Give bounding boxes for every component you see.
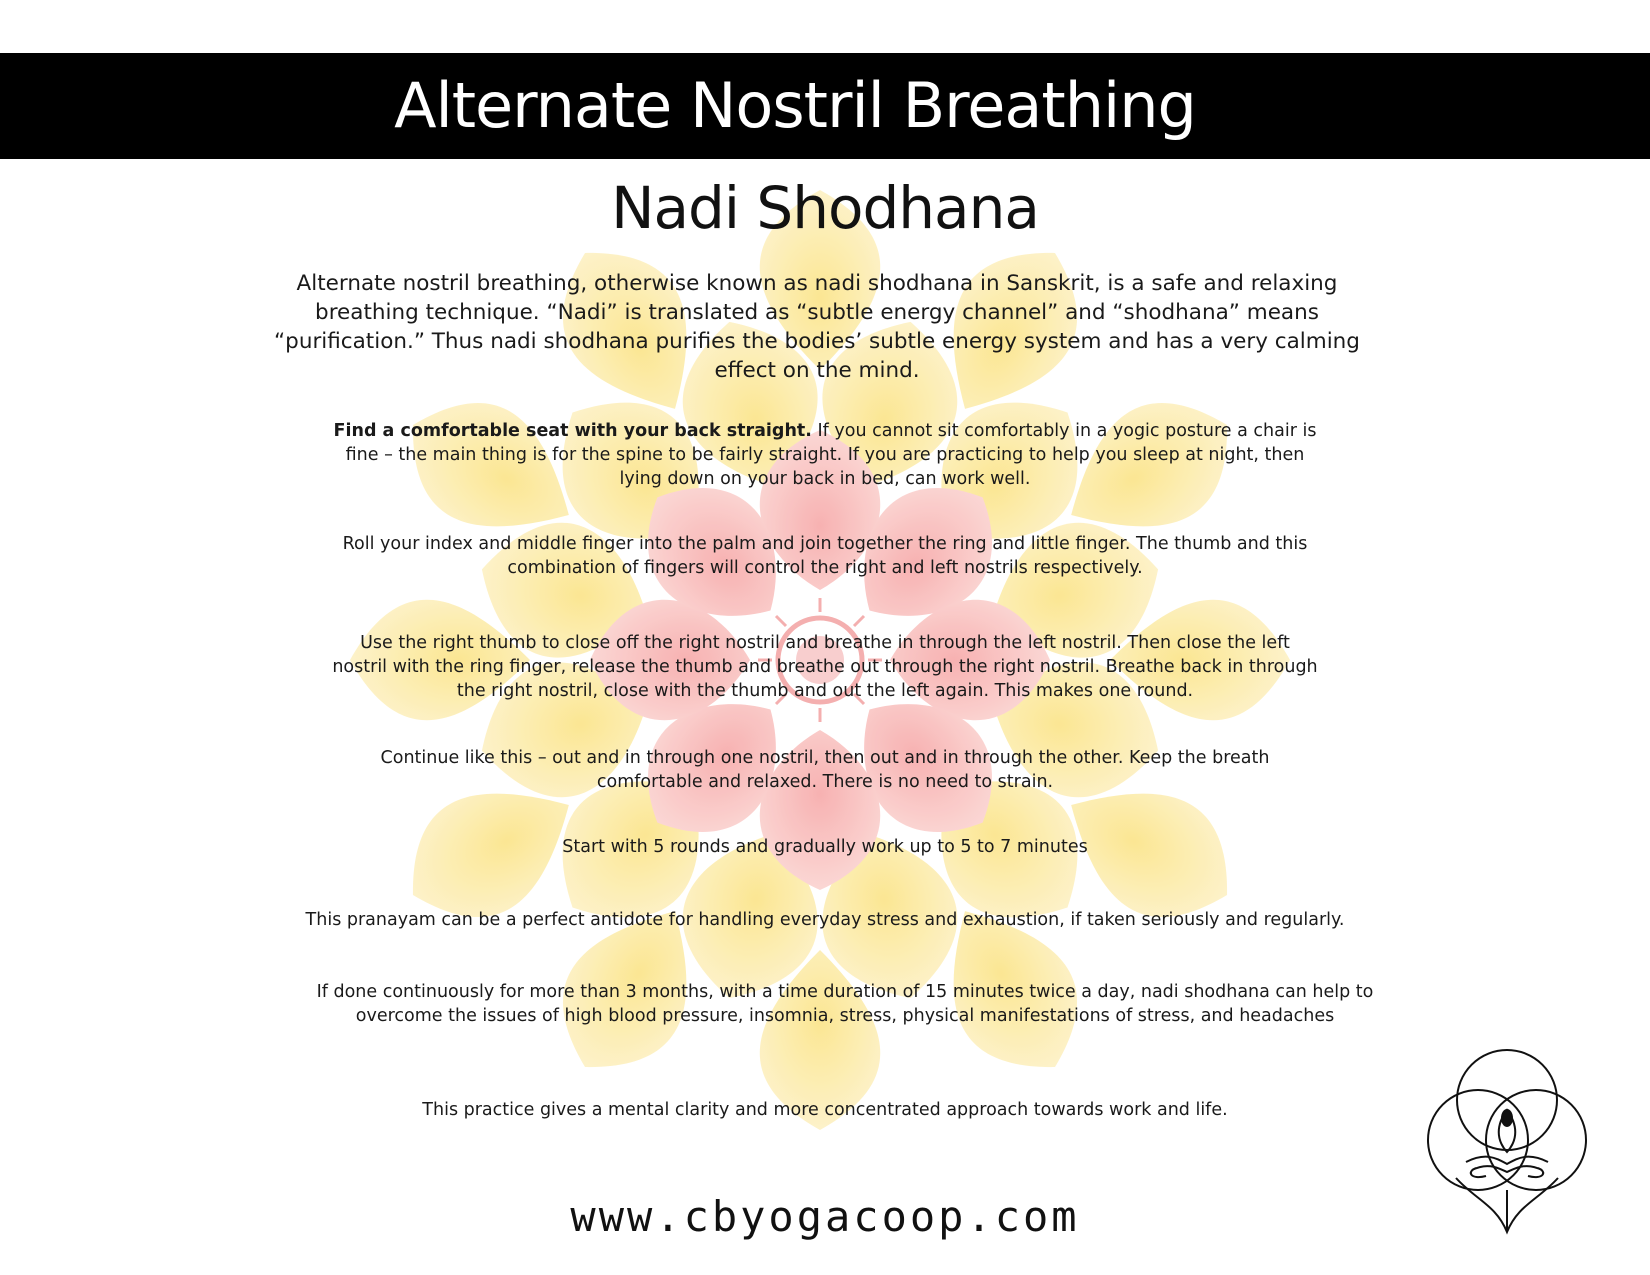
step-seat-bold: Find a comfortable seat with your back straight. xyxy=(333,421,812,441)
step-fingers-paragraph: Roll your index and middle finger into the palm and join together the ring and little finger. The thumb and this combination of fingers will control the right and left nostrils respectively. xyxy=(342,534,1308,578)
step-seat-paragraph xyxy=(330,419,1320,491)
intro-paragraph: Alternate nostril breathing, otherwise known as nadi shodhana in Sanskrit, is a safe and relaxing breathing technique. “Nadi” is translated as “subtle energy channel” and “shodhana” means “purification.” Thus nadi shodhana purifies the bodies’ subtle energy system and has a very calming effect on the mind. xyxy=(274,271,1360,383)
lotus-circles-icon xyxy=(1426,1040,1588,1236)
page-title: Alternate Nostril Breathing xyxy=(394,69,1196,142)
step-seat-text: If you cannot sit comfortably in a yogic posture a chair is fine – the main thing is for the spine to be fairly straight. If you are practicing to help you sleep at night, then lying down on your back in bed, can work well. xyxy=(345,421,1317,489)
step-round-paragraph: Use the right thumb to close off the right nostril and breathe in through the left nostril. Then close the left nostril with the ring finger, release the thumb and breathe out through the right nostril. Breathe back in through the right nostril, close with the thumb and out the left again. This makes one round. xyxy=(332,633,1318,701)
step-start-paragraph: Start with 5 rounds and gradually work up to 5 to 7 minutes xyxy=(562,837,1088,857)
clarity-paragraph: This practice gives a mental clarity and more concentrated approach towards work and life. xyxy=(422,1100,1228,1120)
antidote-paragraph: This pranayam can be a perfect antidote for handling everyday stress and exhaustion, if taken seriously and regularly. xyxy=(305,910,1345,930)
benefits-paragraph: If done continuously for more than 3 months, with a time duration of 15 minutes twice a day, nadi shodhana can help to overcome the issues of high blood pressure, insomnia, stress, physical manifestations of stress, and headaches xyxy=(316,982,1374,1026)
step-continue-paragraph: Continue like this – out and in through one nostril, then out and in through the other. Keep the breath comfortable and relaxed. There is no need to strain. xyxy=(380,748,1270,792)
website-url: www.cbyogacoop.com xyxy=(570,1192,1080,1241)
page-subtitle: Nadi Shodhana xyxy=(611,174,1039,242)
